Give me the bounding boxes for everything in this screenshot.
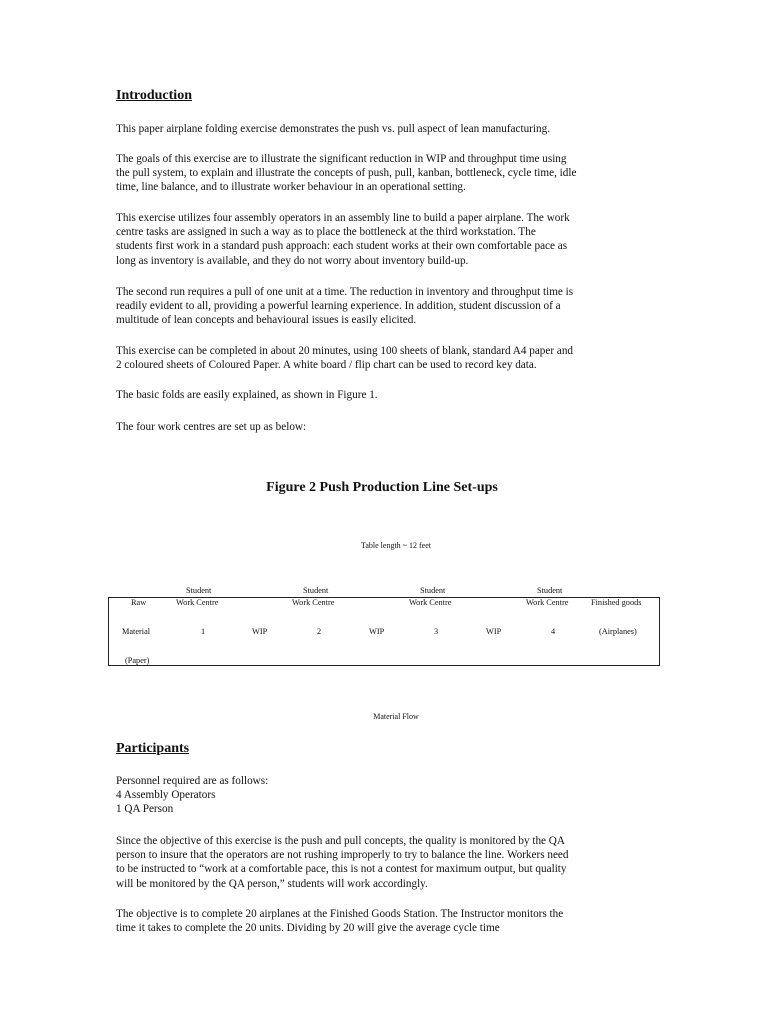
intro-p2-line: the pull system, to explain and illustrate the concepts of push, pull, kanban, bottleneck, cycle time, idle (116, 167, 577, 180)
participants-paragraph-3 (116, 907, 648, 935)
student-label-1: Student (186, 586, 212, 595)
work-centre-label-1: Work Centre (176, 598, 219, 607)
intro-p4-line: The second run requires a pull of one unit at a time. The reduction in inventory and throughput time is (116, 286, 574, 298)
table-length-label: Table length ~ 12 feet (361, 541, 431, 550)
participants-p2-line: will be monitored by the QA person,” students will work accordingly. (116, 877, 428, 890)
finished-goods-label: Finished goods (591, 598, 642, 607)
intro-paragraph-7: The four work centres are set up as below: (116, 421, 307, 433)
work-centre-label-2: Work Centre (292, 598, 335, 607)
work-centre-number-2: 2 (317, 627, 322, 636)
figure-title: Figure 2 Push Production Line Set-ups (266, 480, 498, 495)
participants-p3-line: time it takes to complete the 20 units. Dividing by 20 will give the average cycle time (116, 922, 500, 935)
intro-paragraph-5 (116, 344, 648, 372)
material-flow-label: Material Flow (373, 712, 419, 721)
paper-label: (Paper) (125, 656, 150, 665)
intro-paragraph-2 (116, 152, 648, 195)
student-label-4: Student (537, 586, 563, 595)
participants-heading: Participants (116, 741, 190, 756)
intro-paragraph-1: This paper airplane folding exercise demonstrates the push vs. pull aspect of lean manufacturing. (116, 123, 550, 135)
participants-p3-line: The objective is to complete 20 airplanes at the Finished Goods Station. The Instructor monitors the (116, 908, 564, 920)
participants-list (116, 774, 648, 817)
wip-label-2: WIP (369, 627, 385, 636)
participants-p2-line: Since the objective of this exercise is the push and pull concepts, the quality is monitored by the QA (116, 835, 565, 847)
intro-p3-line: This exercise utilizes four assembly operators in an assembly line to build a paper airplane. The work (116, 212, 570, 224)
work-centre-number-1: 1 (201, 627, 206, 636)
production-line-table (108, 597, 660, 666)
participants-line: 1 QA Person (116, 803, 174, 816)
raw-label: Raw (131, 598, 147, 607)
intro-paragraph-3 (116, 211, 648, 268)
participants-line: Personnel required are as follows: (116, 775, 269, 787)
participants-paragraph-2 (116, 834, 648, 891)
intro-p2-line: time, line balance, and to illustrate worker behaviour in an operational setting. (116, 181, 466, 194)
material-label: Material (122, 627, 151, 636)
intro-p3-line: centre tasks are assigned in such a way as to place the bottleneck at the third workstation. The (116, 226, 536, 239)
intro-p5-line: This exercise can be completed in about 20 minutes, using 100 sheets of blank, standard A4 paper and (116, 345, 574, 357)
wip-label-1: WIP (252, 627, 268, 636)
intro-paragraph-6: The basic folds are easily explained, as shown in Figure 1. (116, 389, 378, 401)
introduction-heading: Introduction (116, 88, 192, 103)
student-label-2: Student (303, 586, 329, 595)
intro-p2-line: The goals of this exercise are to illustrate the significant reduction in WIP and throughput time using (116, 153, 567, 165)
student-label-3: Student (420, 586, 446, 595)
work-centre-label-3: Work Centre (409, 598, 452, 607)
intro-p4-line: readily evident to all, providing a powerful learning experience. In addition, student discussion of a (116, 300, 561, 313)
intro-p4-line: multitude of lean concepts and behavioural issues is easily elicited. (116, 314, 417, 327)
work-centre-number-3: 3 (434, 627, 439, 636)
intro-paragraph-4 (116, 285, 648, 328)
participants-p2-line: person to insure that the operators are not rushing improperly to try to balance the line. Workers need (116, 849, 569, 862)
airplanes-label: (Airplanes) (599, 627, 637, 636)
work-centre-label-4: Work Centre (526, 598, 569, 607)
participants-line: 4 Assembly Operators (116, 789, 216, 802)
participants-p2-line: to be instructed to “work at a comfortable pace, this is not a contest for maximum output, but quality (116, 863, 567, 876)
intro-p5-line: 2 coloured sheets of Coloured Paper. A white board / flip chart can be used to record key data. (116, 359, 537, 372)
wip-label-3: WIP (486, 627, 502, 636)
work-centre-number-4: 4 (551, 627, 556, 636)
intro-p3-line: long as inventory is available, and they do not worry about inventory build-up. (116, 254, 469, 267)
intro-p3-line: students first work in a standard push approach: each student works at their own comfortable pace as (116, 240, 568, 253)
